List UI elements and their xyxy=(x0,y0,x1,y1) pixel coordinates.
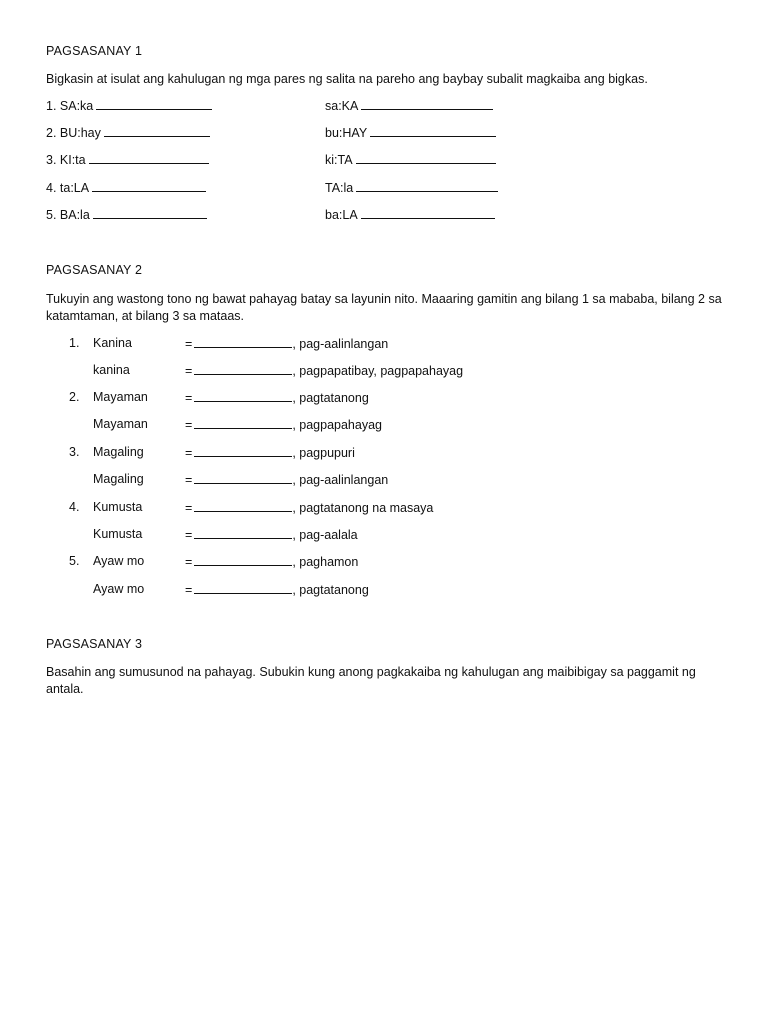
item-word-left: 5. BA:la xyxy=(46,208,90,222)
answer-blank[interactable] xyxy=(194,500,292,512)
item-word-left: 4. ta:LA xyxy=(46,181,90,195)
answer-blank[interactable] xyxy=(194,527,292,539)
item-meaning: , pagtatanong xyxy=(292,583,369,597)
exercise-2-item xyxy=(0,390,768,408)
answer-blank[interactable] xyxy=(361,98,493,110)
exercise-1-item xyxy=(46,98,726,116)
answer-blank[interactable] xyxy=(356,152,496,164)
exercise-1-title: PAGSASANAY 1 xyxy=(46,44,143,58)
exercise-2-item xyxy=(0,336,768,354)
equals-sign: = xyxy=(185,391,193,405)
item-meaning: , pagpapahayag xyxy=(292,418,382,432)
answer-blank[interactable] xyxy=(96,98,212,110)
answer-blank[interactable] xyxy=(356,180,498,192)
item-word: Magaling xyxy=(93,445,144,459)
equals-sign: = xyxy=(185,555,193,569)
exercise-1-item xyxy=(46,125,726,143)
exercise-1-item xyxy=(46,180,726,198)
item-word-right: ba:LA xyxy=(325,208,358,222)
item-word: Kanina xyxy=(93,336,132,350)
equals-sign: = xyxy=(185,337,193,351)
item-number: 3. xyxy=(69,445,80,459)
item-word-right: sa:KA xyxy=(325,99,359,113)
item-word: Kumusta xyxy=(93,527,143,541)
item-word: Kumusta xyxy=(93,500,143,514)
item-meaning: , pagpupuri xyxy=(292,446,355,460)
item-word: Ayaw mo xyxy=(93,554,145,568)
item-word-left: 2. BU:hay xyxy=(46,126,101,140)
item-word-right: TA:la xyxy=(325,181,354,195)
item-meaning: , pag-aalinlangan xyxy=(292,337,389,351)
answer-blank[interactable] xyxy=(194,363,292,375)
answer-blank[interactable] xyxy=(194,390,292,402)
exercise-2-item xyxy=(0,363,768,381)
item-number: 5. xyxy=(69,554,80,568)
answer-blank[interactable] xyxy=(370,125,496,137)
item-word: kanina xyxy=(93,363,130,377)
equals-sign: = xyxy=(185,446,193,460)
answer-blank[interactable] xyxy=(361,207,495,219)
answer-blank[interactable] xyxy=(194,554,292,566)
item-word-right: bu:HAY xyxy=(325,126,368,140)
equals-sign: = xyxy=(185,583,193,597)
answer-blank[interactable] xyxy=(194,582,292,594)
exercise-1-item xyxy=(46,207,726,225)
item-word: Ayaw mo xyxy=(93,582,145,596)
exercise-2-item xyxy=(0,417,768,435)
item-meaning: , pagtatanong xyxy=(292,391,369,405)
equals-sign: = xyxy=(185,364,193,378)
answer-blank[interactable] xyxy=(194,472,292,484)
item-word: Magaling xyxy=(93,472,144,486)
equals-sign: = xyxy=(185,528,193,542)
item-meaning: , pagtatanong na masaya xyxy=(292,501,434,515)
item-meaning: , pag-aalala xyxy=(292,528,358,542)
exercise-1-item xyxy=(46,152,726,170)
item-word: Mayaman xyxy=(93,390,148,404)
item-number: 4. xyxy=(69,500,80,514)
equals-sign: = xyxy=(185,473,193,487)
item-number: 1. xyxy=(69,336,80,350)
answer-blank[interactable] xyxy=(93,207,207,219)
exercise-2-item xyxy=(0,527,768,545)
exercise-2-item xyxy=(0,500,768,518)
item-meaning: , paghamon xyxy=(292,555,359,569)
equals-sign: = xyxy=(185,501,193,515)
item-word-left: 3. KI:ta xyxy=(46,153,86,167)
item-meaning: , pagpapatibay, pagpapahayag xyxy=(292,364,464,378)
answer-blank[interactable] xyxy=(104,125,210,137)
exercise-2-item xyxy=(0,472,768,490)
exercise-3-instruction: Basahin ang sumusunod na pahayag. Subukin kung anong pagkakaiba ng kahulugan ang maibibigay sa paggamit ng antala. xyxy=(46,665,696,696)
item-word: Mayaman xyxy=(93,417,148,431)
exercise-2-item xyxy=(0,582,768,600)
answer-blank[interactable] xyxy=(92,180,206,192)
item-word-left: 1. SA:ka xyxy=(46,99,94,113)
item-meaning: , pag-aalinlangan xyxy=(292,473,389,487)
answer-blank[interactable] xyxy=(89,152,209,164)
exercise-2-item xyxy=(0,554,768,572)
exercise-2-instruction: Tukuyin ang wastong tono ng bawat pahayag batay sa layunin nito. Maaaring gamitin ang bilang 1 sa mababa, bilang 2 sa katamtaman, at bilang 3 sa mataas. xyxy=(46,292,722,323)
exercise-2-title: PAGSASANAY 2 xyxy=(46,263,143,277)
exercise-1-instruction: Bigkasin at isulat ang kahulugan ng mga pares ng salita na pareho ang baybay subalit magkaiba ang bigkas. xyxy=(46,72,648,86)
answer-blank[interactable] xyxy=(194,336,292,348)
answer-blank[interactable] xyxy=(194,417,292,429)
exercise-3-title: PAGSASANAY 3 xyxy=(46,637,143,651)
answer-blank[interactable] xyxy=(194,445,292,457)
item-number: 2. xyxy=(69,390,80,404)
exercise-2-item xyxy=(0,445,768,463)
item-word-right: ki:TA xyxy=(325,153,353,167)
equals-sign: = xyxy=(185,418,193,432)
